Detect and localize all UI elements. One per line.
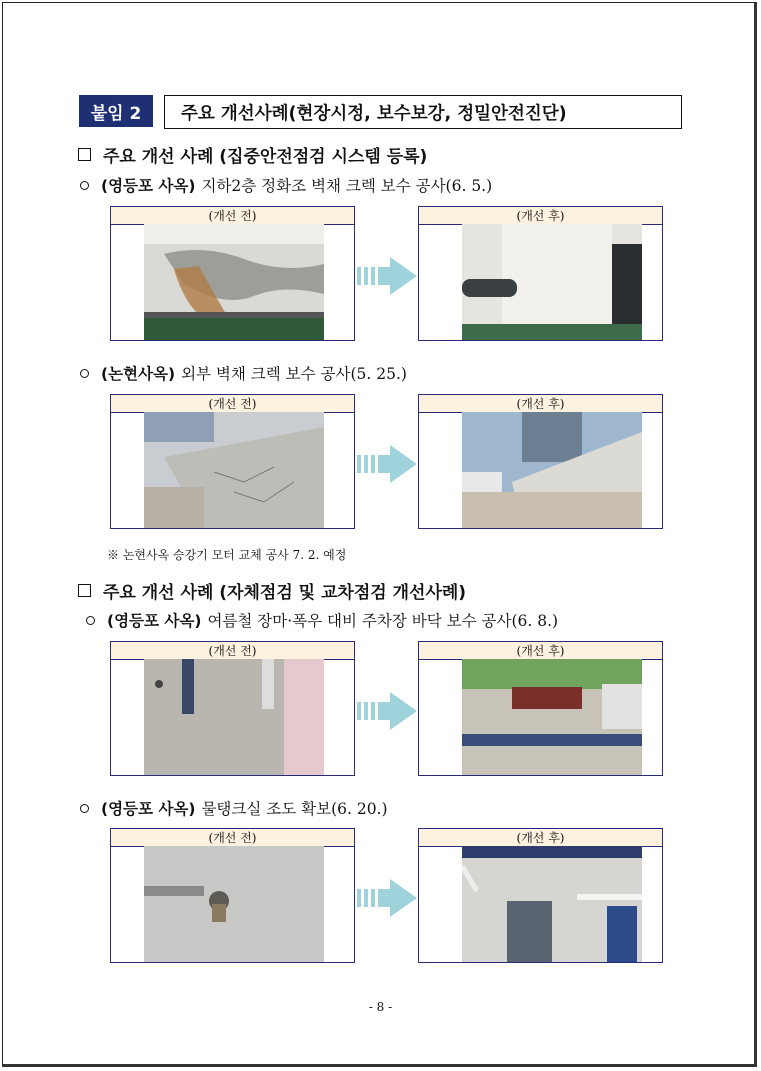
case-org: (논현사옥) — [101, 365, 176, 383]
before-photo-frame — [110, 828, 355, 963]
after-caption: (개선 후) — [419, 642, 662, 660]
section-heading-text: 주요 개선 사례 (자체점검 및 교차점검 개선사례) — [103, 583, 467, 603]
case-item-4 — [80, 797, 388, 819]
attachment-badge: 붙임 2 — [79, 95, 153, 127]
before-photo — [144, 659, 324, 775]
circle-bullet-icon — [80, 181, 89, 190]
before-photo — [144, 846, 324, 962]
before-caption: (개선 전) — [111, 829, 354, 847]
section-heading-text: 주요 개선 사례 (집중안전점검 시스템 등록) — [103, 147, 428, 167]
case-org: (영등포 사옥) — [101, 800, 196, 818]
footnote: ※ 논현사옥 승강기 모터 교체 공사 7. 2. 예정 — [107, 548, 347, 562]
section-heading-2 — [78, 578, 466, 603]
before-caption: (개선 전) — [111, 395, 354, 413]
after-photo-frame — [418, 828, 663, 963]
before-photo — [144, 224, 324, 340]
page-title: 주요 개선사례(현장시정, 보수보강, 정밀안전진단) — [164, 95, 682, 129]
before-photo-frame — [110, 394, 355, 529]
section-heading-1 — [78, 142, 427, 167]
case-text: 물탱크실 조도 확보(6. 20.) — [201, 800, 388, 818]
right-arrow-icon — [357, 445, 417, 483]
circle-bullet-icon — [80, 369, 89, 378]
case-item-1 — [80, 174, 492, 196]
after-caption: (개선 후) — [419, 207, 662, 225]
case-text: 지하2층 정화조 벽채 크렉 보수 공사(6. 5.) — [201, 177, 493, 195]
right-arrow-icon — [357, 692, 417, 730]
after-photo-frame — [418, 394, 663, 529]
page-number: - 8 - — [368, 1000, 393, 1014]
after-photo — [462, 659, 642, 775]
checkbox-square-icon — [78, 584, 91, 597]
case-item-3 — [86, 609, 558, 631]
after-caption: (개선 후) — [419, 395, 662, 413]
before-caption: (개선 전) — [111, 642, 354, 660]
circle-bullet-icon — [80, 804, 89, 813]
after-photo — [462, 412, 642, 528]
right-arrow-icon — [357, 879, 417, 917]
case-text: 외부 벽채 크렉 보수 공사(5. 25.) — [181, 365, 407, 383]
case-item-2 — [80, 362, 407, 384]
circle-bullet-icon — [86, 616, 95, 625]
before-photo — [144, 412, 324, 528]
case-org: (영등포 사옥) — [107, 612, 202, 630]
before-photo-frame — [110, 206, 355, 341]
before-caption: (개선 전) — [111, 207, 354, 225]
after-photo — [462, 846, 642, 962]
after-photo-frame — [418, 206, 663, 341]
before-photo-frame — [110, 641, 355, 776]
after-photo-frame — [418, 641, 663, 776]
case-org: (영등포 사옥) — [101, 177, 196, 195]
after-caption: (개선 후) — [419, 829, 662, 847]
checkbox-square-icon — [78, 148, 91, 161]
right-arrow-icon — [357, 257, 417, 295]
after-photo — [462, 224, 642, 340]
case-text: 여름철 장마·폭우 대비 주차장 바닥 보수 공사(6. 8.) — [207, 612, 559, 630]
